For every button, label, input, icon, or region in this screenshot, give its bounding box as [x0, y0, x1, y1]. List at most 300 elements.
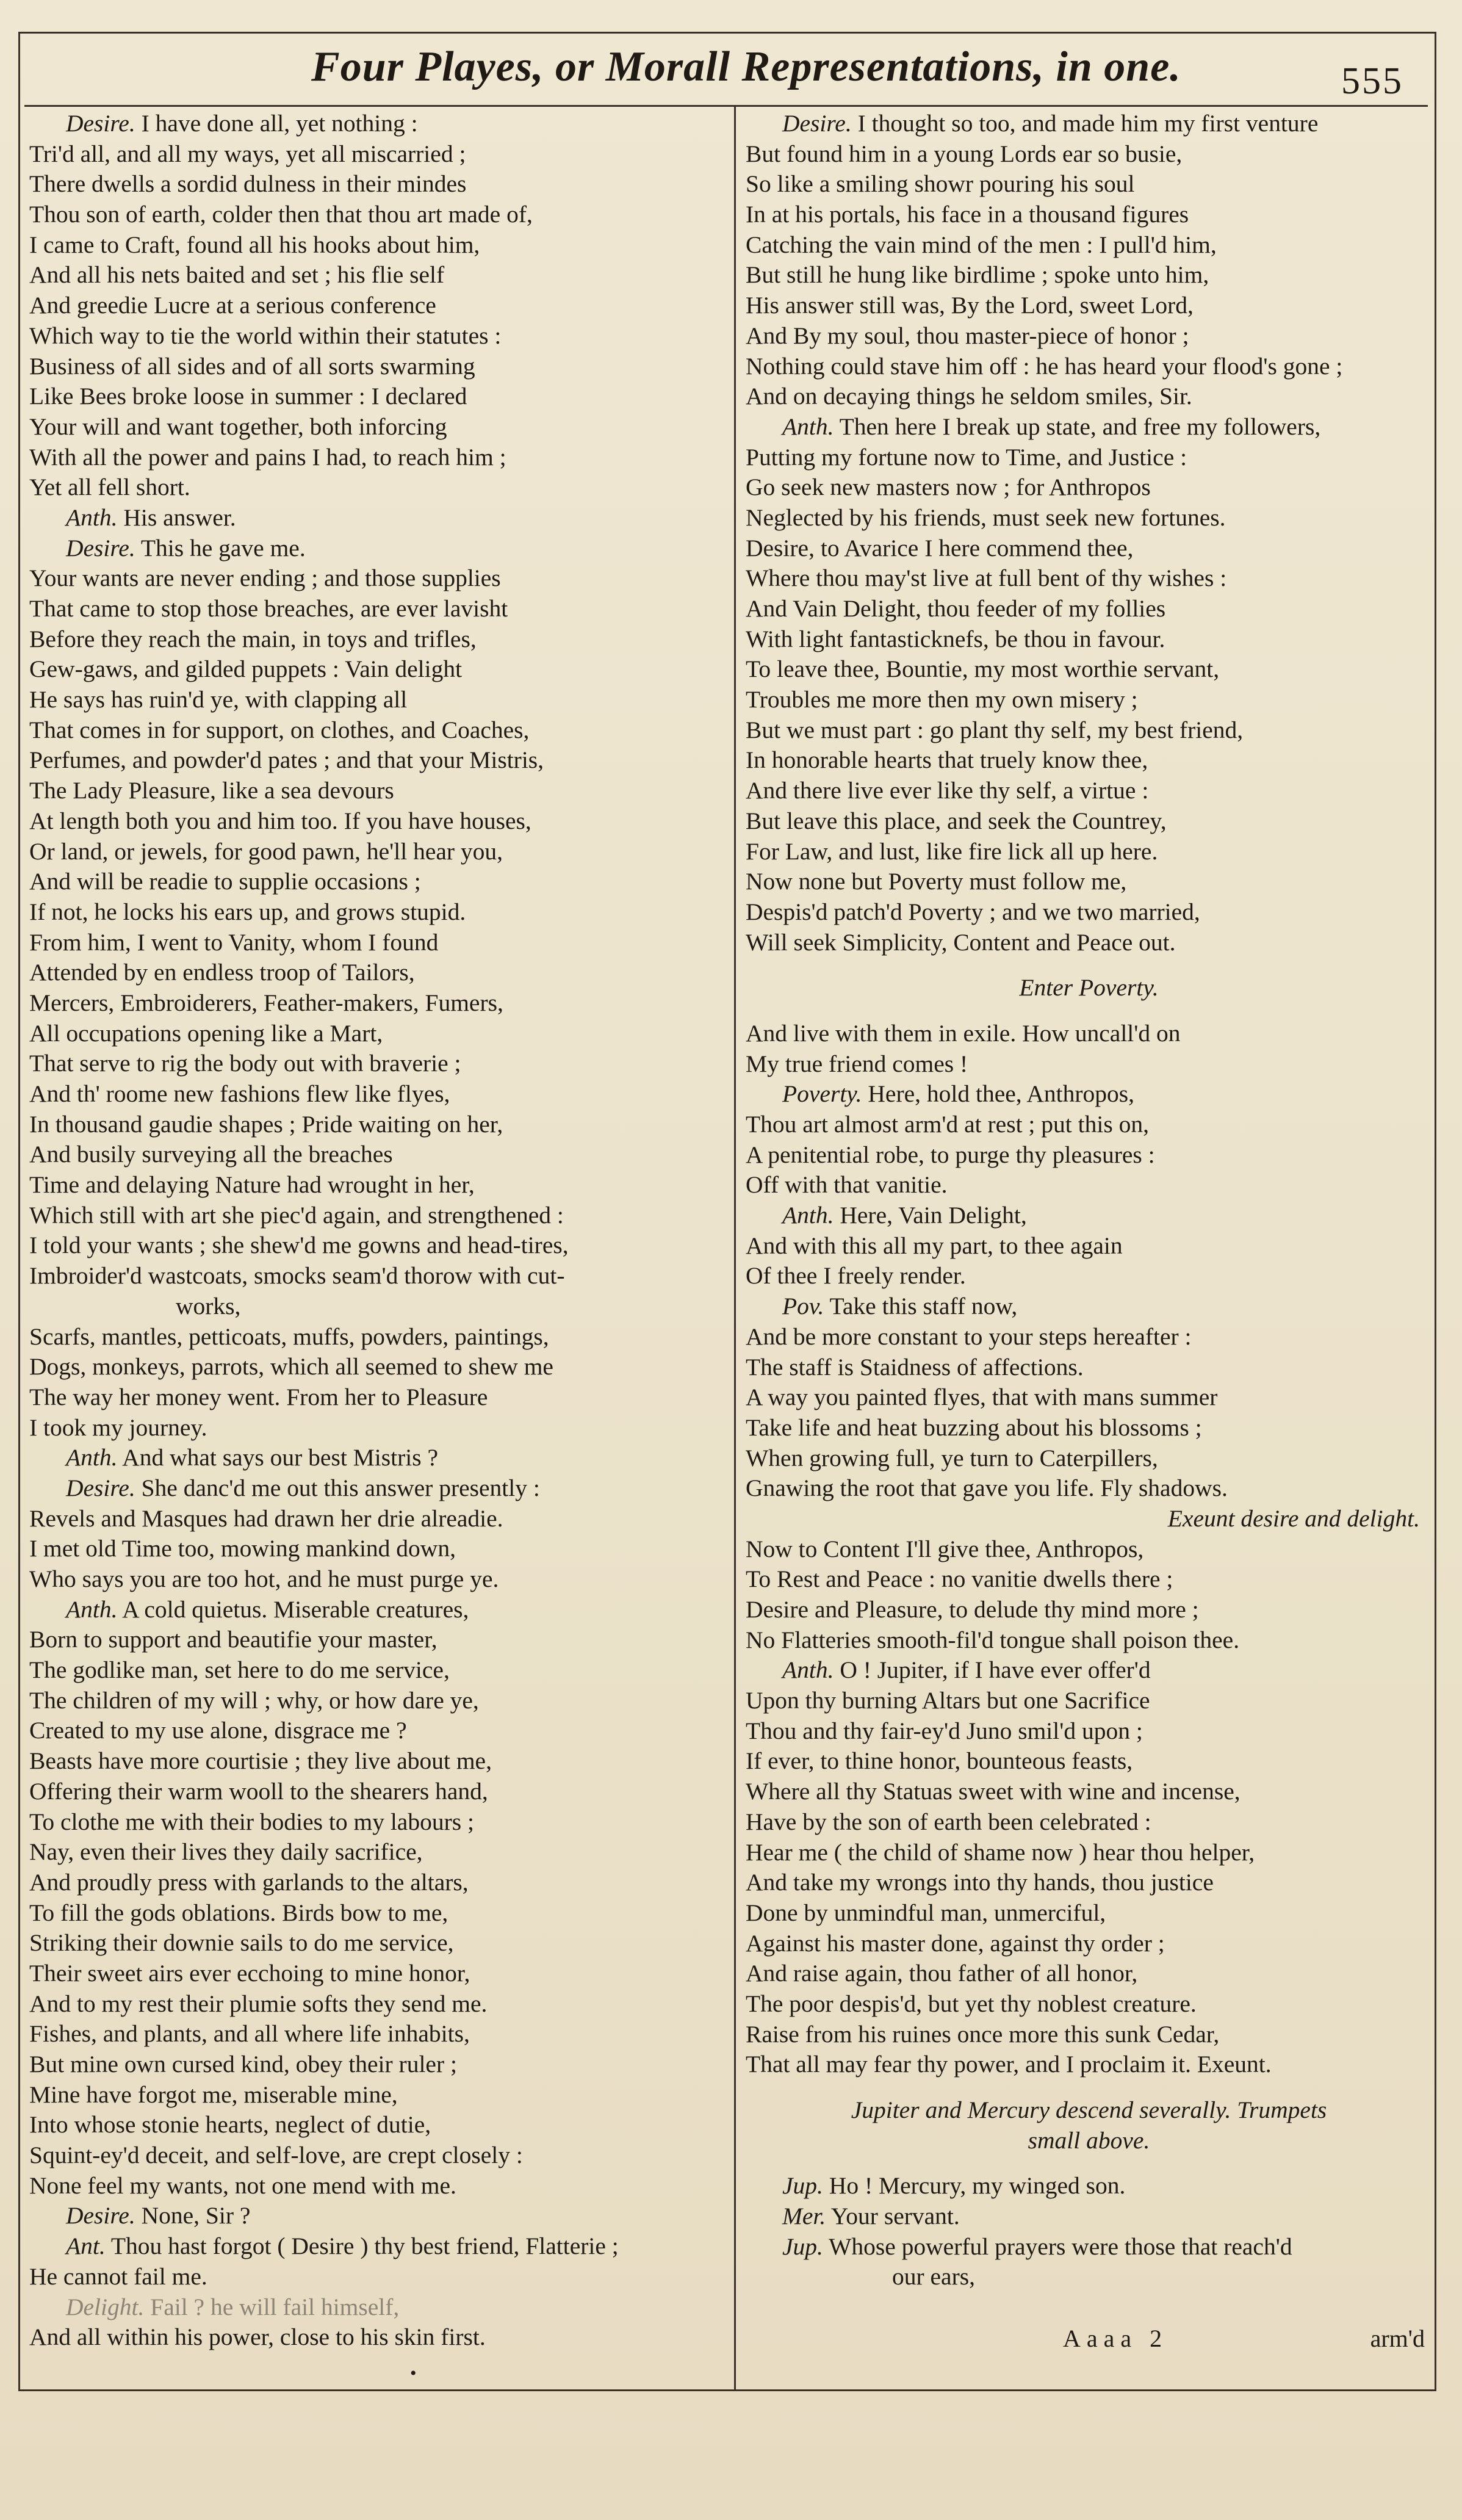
- text-line: [746, 1079, 1432, 1110]
- text-line: [29, 1837, 725, 1868]
- line-text: Gnawing the root that gave you life. Fly shadows.: [746, 1475, 1228, 1502]
- text-line: [746, 1716, 1432, 1747]
- left-column: [29, 109, 725, 2353]
- line-text: He says has ruin'd ye, with clapping all: [29, 686, 408, 713]
- text-line: [29, 2080, 725, 2110]
- text-line: [29, 1170, 725, 1200]
- line-text: Thou son of earth, colder then that thou art made of,: [29, 201, 533, 228]
- line-text: In thousand gaudie shapes ; Pride waiting on her,: [29, 1110, 503, 1138]
- line-text: Done by unmindful man, unmerciful,: [746, 1899, 1106, 1926]
- line-text: Off with that vanitie.: [746, 1171, 948, 1199]
- text-line: [29, 654, 725, 685]
- line-text: Like Bees broke loose in summer : I declared: [29, 383, 467, 410]
- text-line: [29, 928, 725, 958]
- text-line: [746, 1959, 1432, 1989]
- line-text: Into whose stonie hearts, neglect of dutie,: [29, 2111, 431, 2139]
- line-text: Fail ? he will fail himself,: [144, 2293, 400, 2320]
- line-text: So like a smiling showr pouring his soul: [746, 170, 1135, 198]
- text-line: [29, 745, 725, 776]
- line-text: He cannot fail me.: [29, 2262, 207, 2290]
- line-text: When growing full, ye turn to Caterpillers,: [746, 1444, 1158, 1471]
- line-text: Now to Content I'll give thee, Anthropos,: [746, 1535, 1144, 1562]
- line-text: And busily surveying all the breaches: [29, 1141, 393, 1168]
- text-line: [29, 1777, 725, 1807]
- page-header: [24, 38, 1428, 107]
- line-text: Thou hast forgot ( Desire ) thy best friend, Flatterie ;: [105, 2233, 619, 2260]
- line-text: Jupiter and Mercury descend severally. Trumpets: [851, 2096, 1327, 2123]
- text-line: [746, 1989, 1432, 2020]
- line-text: And proudly press with garlands to the altars,: [29, 1868, 469, 1896]
- line-text: Exeunt desire and delight.: [1167, 1504, 1420, 1532]
- text-line: [29, 1413, 725, 1443]
- text-line: [746, 169, 1432, 200]
- speaker-name: Anth.: [66, 1444, 118, 1471]
- text-line: [29, 200, 725, 230]
- text-line: [746, 1534, 1432, 1565]
- text-line: [29, 230, 725, 261]
- blank-gap: [746, 2080, 1432, 2095]
- line-text: At length both you and him too. If you have houses,: [29, 807, 531, 834]
- line-text: That comes in for support, on clothes, and Coaches,: [29, 716, 530, 743]
- speaker-name: Anth.: [782, 413, 834, 440]
- text-line: [746, 2171, 1432, 2201]
- text-line: [29, 715, 725, 746]
- line-text: But leave this place, and seek the Countrey,: [746, 807, 1167, 834]
- speaker-name: Poverty.: [782, 1080, 862, 1108]
- text-line: [746, 1807, 1432, 1838]
- text-line: [29, 958, 725, 988]
- line-text: Born to support and beautifie your master,: [29, 1626, 438, 1653]
- text-line: [746, 2232, 1432, 2262]
- text-line: [746, 1019, 1432, 1049]
- running-title: Four Playes, or Morall Representations, in one.: [311, 43, 1181, 90]
- line-text: Mine have forgot me, miserable mine,: [29, 2081, 398, 2108]
- text-line: [746, 533, 1432, 564]
- speaker-name: Delight.: [66, 2293, 145, 2320]
- text-line: [29, 1291, 725, 1322]
- line-text: Mercers, Embroiderers, Feather-makers, Fumers,: [29, 989, 503, 1016]
- text-line: [746, 321, 1432, 352]
- text-line: [29, 321, 725, 352]
- line-text: And raise again, thou father of all honor,: [746, 1960, 1138, 1987]
- text-line: [29, 1473, 725, 1504]
- text-line: [746, 1291, 1432, 1322]
- text-line: [29, 2171, 725, 2201]
- line-text: Have by the son of earth been celebrated :: [746, 1808, 1151, 1835]
- text-line: [746, 745, 1432, 776]
- line-text: The children of my will ; why, or how dare ye,: [29, 1686, 479, 1714]
- line-text: The way her money went. From her to Pleasure: [29, 1383, 488, 1410]
- text-line: [29, 1928, 725, 1959]
- text-line: [29, 1322, 725, 1352]
- line-text: Striking their downie sails to do me service,: [29, 1929, 454, 1957]
- text-line: [746, 1413, 1432, 1443]
- text-line: [746, 715, 1432, 746]
- line-text: Yet all fell short.: [29, 474, 190, 501]
- text-line: [29, 1655, 725, 1686]
- line-text: Troubles me more then my own misery ;: [746, 686, 1138, 713]
- text-line: [29, 1898, 725, 1929]
- line-text: His answer.: [117, 504, 236, 531]
- line-text: I came to Craft, found all his hooks about him,: [29, 231, 480, 258]
- text-line: [29, 624, 725, 655]
- line-text: Nay, even their lives they daily sacrifice,: [29, 1838, 423, 1866]
- text-line: [746, 381, 1432, 412]
- text-line: [746, 776, 1432, 806]
- text-line: [746, 1200, 1432, 1231]
- text-line: [746, 928, 1432, 958]
- line-text: Where thou may'st live at full bent of thy wishes :: [746, 565, 1227, 592]
- line-text: And on decaying things he seldom smiles, Sir.: [746, 383, 1192, 410]
- blank-gap: [746, 1003, 1432, 1019]
- speaker-name: Desire.: [66, 534, 135, 561]
- text-line: [29, 1230, 725, 1261]
- line-text: The godlike man, set here to do me service,: [29, 1656, 450, 1684]
- line-text: Putting my fortune now to Time, and Justice :: [746, 443, 1187, 471]
- line-text: Beasts have more courtisie ; they live about me,: [29, 1747, 492, 1775]
- text-line: [746, 1322, 1432, 1352]
- text-line: [29, 381, 725, 412]
- line-text: Thou art almost arm'd at rest ; put this on,: [746, 1111, 1149, 1138]
- line-text: The staff is Staidness of affections.: [746, 1353, 1084, 1381]
- line-text: And will be readie to supplie occasions ;: [29, 868, 421, 895]
- line-text: His answer still was, By the Lord, sweet Lord,: [746, 292, 1194, 319]
- speaker-name: Desire.: [66, 110, 135, 137]
- text-line: [746, 837, 1432, 867]
- line-text: Where all thy Statuas sweet with wine and incense,: [746, 1778, 1241, 1805]
- line-text: Here, hold thee, Anthropos,: [862, 1080, 1135, 1108]
- speaker-name: Jup.: [782, 2172, 823, 2200]
- line-text: Fishes, and plants, and all where life inhabits,: [29, 2020, 470, 2048]
- text-line: [746, 1898, 1432, 1929]
- text-line: [746, 1564, 1432, 1595]
- text-line: [746, 1929, 1432, 1959]
- text-line: [29, 563, 725, 594]
- line-text: And greedie Lucre at a serious conference: [29, 292, 436, 319]
- text-line: [29, 897, 725, 928]
- text-line: [746, 1110, 1432, 1140]
- line-text: I thought so too, and made him my first venture: [851, 110, 1319, 137]
- line-text: Then here I break up state, and free my followers,: [834, 413, 1321, 440]
- catchword: arm'd: [1370, 2325, 1425, 2352]
- line-text: That all may fear thy power, and I proclaim it. Exeunt.: [746, 2051, 1272, 2078]
- line-text: Neglected by his friends, must seek new fortunes.: [746, 504, 1226, 531]
- line-text: But still he hung like birdlime ; spoke unto him,: [746, 261, 1209, 289]
- text-line: [746, 1261, 1432, 1291]
- line-text: Dogs, monkeys, parrots, which all seemed to shew me: [29, 1353, 553, 1381]
- text-line: [746, 2020, 1432, 2050]
- text-line: [29, 1959, 725, 1989]
- text-line: [746, 109, 1432, 139]
- text-line: [29, 260, 725, 291]
- line-text: Business of all sides and of all sorts swarming: [29, 352, 475, 380]
- text-line: [29, 1686, 725, 1716]
- speaker-name: Mer.: [782, 2203, 826, 2230]
- line-text: Upon thy burning Altars but one Sacrifice: [746, 1687, 1150, 1714]
- line-text: Raise from his ruines once more this sunk Cedar,: [746, 2020, 1220, 2048]
- text-line: [29, 2262, 725, 2292]
- text-line: [29, 2140, 725, 2171]
- text-line: [29, 1534, 725, 1564]
- line-text: To clothe me with their bodies to my labours ;: [29, 1808, 474, 1835]
- text-line: [29, 1564, 725, 1595]
- line-text: Gew-gaws, and gilded puppets : Vain delight: [29, 655, 463, 683]
- line-text: Attended by en endless troop of Tailors,: [29, 959, 415, 986]
- line-text: Your servant.: [826, 2203, 960, 2230]
- line-text: And By my soul, thou master-piece of honor ;: [746, 322, 1189, 349]
- text-line: [29, 1200, 725, 1231]
- text-line: [29, 1625, 725, 1655]
- text-line: [29, 594, 725, 624]
- text-line: [746, 230, 1432, 261]
- line-text: I told your wants ; she shew'd me gowns and head-tires,: [29, 1232, 569, 1259]
- line-text: Nothing could stave him off : he has heard your flood's gone ;: [746, 352, 1343, 380]
- text-line: [746, 1049, 1432, 1080]
- text-line: [29, 2049, 725, 2080]
- text-line: [29, 1746, 725, 1777]
- line-text: Despis'd patch'd Poverty ; and we two married,: [746, 898, 1200, 925]
- text-line: [29, 2231, 725, 2262]
- text-line: [746, 1655, 1432, 1686]
- text-line: [746, 1595, 1432, 1625]
- speaker-name: Pov.: [782, 1293, 824, 1320]
- line-text: No Flatteries smooth-fil'd tongue shall poison thee.: [746, 1626, 1240, 1653]
- text-line: [746, 472, 1432, 503]
- line-text: There dwells a sordid dulness in their mindes: [29, 170, 467, 198]
- line-text: Will seek Simplicity, Content and Peace out.: [746, 928, 1176, 956]
- line-text: With all the power and pains I had, to reach him ;: [29, 443, 506, 471]
- text-line: [29, 503, 725, 533]
- line-text: In at his portals, his face in a thousand figures: [746, 201, 1189, 228]
- text-line: [29, 291, 725, 321]
- blank-gap: [746, 958, 1432, 973]
- text-line: [29, 1079, 725, 1110]
- line-text: All occupations opening like a Mart,: [29, 1019, 383, 1047]
- line-text: Here, Vain Delight,: [834, 1202, 1027, 1229]
- text-line: [746, 1443, 1432, 1474]
- line-text: Tri'd all, and all my ways, yet all miscarried ;: [29, 140, 466, 167]
- text-line: [746, 563, 1432, 594]
- text-line: [29, 1868, 725, 1898]
- text-line: [29, 472, 725, 503]
- line-text: If ever, to thine honor, bounteous feasts,: [746, 1747, 1133, 1775]
- text-line: [746, 685, 1432, 715]
- line-text: Before they reach the main, in toys and trifles,: [29, 625, 477, 652]
- line-text: Imbroider'd wastcoats, smocks seam'd thorow with cut-: [29, 1262, 565, 1290]
- line-text: Desire, to Avarice I here commend thee,: [746, 534, 1134, 561]
- line-text: The poor despis'd, but yet thy noblest creature.: [746, 1990, 1197, 2017]
- text-line: [746, 200, 1432, 230]
- line-text: And all his nets baited and set ; his flie self: [29, 261, 445, 289]
- text-line: [29, 412, 725, 442]
- signature-mark: Aaaa 2: [1063, 2325, 1169, 2352]
- speaker-name: Desire.: [782, 110, 852, 137]
- line-text: None feel my wants, not one mend with me.: [29, 2172, 456, 2199]
- line-text: Whose powerful prayers were those that reach'd: [823, 2233, 1292, 2260]
- line-text: That serve to rig the body out with braverie ;: [29, 1050, 461, 1077]
- text-line: [29, 1139, 725, 1170]
- page-number: 555: [1341, 60, 1403, 102]
- line-text: Go seek new masters now ; for Anthropos: [746, 474, 1151, 501]
- line-text: But found him in a young Lords ear so busie,: [746, 140, 1183, 167]
- line-text: I have done all, yet nothing :: [135, 110, 418, 137]
- line-text: Against his master done, against thy order ;: [746, 1929, 1165, 1957]
- line-text: And be more constant to your steps hereafter :: [746, 1323, 1192, 1350]
- line-text: And Vain Delight, thou feeder of my follies: [746, 595, 1166, 622]
- text-line: [29, 109, 725, 139]
- text-line: [746, 2262, 1432, 2292]
- speaker-name: Anth.: [782, 1656, 834, 1684]
- text-line: [29, 169, 725, 200]
- line-text: Scarfs, mantles, petticoats, muffs, powders, paintings,: [29, 1323, 549, 1350]
- line-text: small above.: [1028, 2126, 1150, 2154]
- text-line: [29, 1595, 725, 1625]
- speaker-name: Anth.: [66, 1595, 118, 1623]
- text-line: [746, 867, 1432, 897]
- text-line: [746, 1473, 1432, 1504]
- text-line: [29, 1352, 725, 1382]
- text-line: [29, 533, 725, 564]
- text-line: [29, 685, 725, 715]
- speaker-name: Ant.: [66, 2233, 106, 2260]
- line-text: But we must part : go plant thy self, my best friend,: [746, 716, 1244, 743]
- text-line: [29, 1504, 725, 1534]
- line-text: Time and delaying Nature had wrought in her,: [29, 1171, 475, 1199]
- line-text: Now none but Poverty must follow me,: [746, 868, 1127, 895]
- text-line: [746, 139, 1432, 170]
- line-text: Squint-ey'd deceit, and self-love, are crept closely :: [29, 2142, 523, 2169]
- line-text: And to my rest their plumie softs they send me.: [29, 1990, 488, 2017]
- text-line: [29, 1443, 725, 1473]
- line-text: To fill the gods oblations. Birds bow to me,: [29, 1899, 448, 1926]
- text-line: [746, 1746, 1432, 1777]
- line-text: Thou and thy fair-ey'd Juno smil'd upon ;: [746, 1717, 1143, 1744]
- line-text: That came to stop those breaches, are ever lavisht: [29, 595, 508, 622]
- page-footer: [746, 2324, 1432, 2355]
- line-text: Offering their warm wooll to the shearers hand,: [29, 1777, 488, 1805]
- text-line: [29, 1261, 725, 1291]
- line-text: A way you painted flyes, that with mans summer: [746, 1384, 1218, 1411]
- line-text: And th' roome new fashions flew like flyes,: [29, 1080, 450, 1107]
- line-text: She danc'd me out this answer presently :: [135, 1474, 540, 1501]
- text-line: [746, 1140, 1432, 1171]
- line-text: Your will and want together, both inforcing: [29, 413, 447, 440]
- text-line: [746, 2095, 1432, 2126]
- line-text: I met old Time too, mowing mankind down,: [29, 1535, 456, 1562]
- line-text: Hear me ( the child of shame now ) hear thou helper,: [746, 1838, 1255, 1866]
- text-line: [746, 594, 1432, 624]
- line-text: Created to my use alone, disgrace me ?: [29, 1717, 407, 1744]
- text-line: [746, 352, 1432, 382]
- text-line: [29, 867, 725, 897]
- text-line: [29, 2019, 725, 2049]
- line-text: In honorable hearts that truely know thee,: [746, 746, 1148, 774]
- text-line: [746, 1170, 1432, 1200]
- text-line: [746, 1625, 1432, 1656]
- text-line: [29, 806, 725, 837]
- text-line: [746, 291, 1432, 321]
- right-column: [746, 109, 1432, 2292]
- text-line: [29, 2292, 725, 2323]
- line-text: Ho ! Mercury, my winged son.: [823, 2172, 1126, 2200]
- text-line: [29, 139, 725, 170]
- line-text: For Law, and lust, like fire lick all up here.: [746, 837, 1158, 865]
- line-text: Your wants are never ending ; and those supplies: [29, 565, 501, 592]
- line-text: Take life and heat buzzing about his blossoms ;: [746, 1413, 1202, 1441]
- text-line: [29, 2322, 725, 2353]
- text-line: [29, 352, 725, 382]
- line-text: O ! Jupiter, if I have ever offer'd: [834, 1656, 1151, 1684]
- line-text: To leave thee, Bountie, my most worthie servant,: [746, 655, 1220, 683]
- text-line: [746, 973, 1432, 1003]
- text-line: [29, 1382, 725, 1413]
- text-line: [746, 1382, 1432, 1413]
- line-text: From him, I went to Vanity, whom I found: [29, 928, 439, 956]
- line-text: A penitential robe, to purge thy pleasures :: [746, 1141, 1155, 1168]
- text-line: [29, 837, 725, 867]
- line-text: And what says our best Mistris ?: [117, 1444, 439, 1471]
- line-text: And there live ever like thy self, a virtue :: [746, 777, 1149, 804]
- line-text: Revels and Masques had drawn her drie alreadie.: [29, 1504, 503, 1532]
- line-text: Who says you are too hot, and he must purge ye.: [29, 1565, 499, 1592]
- text-line: [746, 654, 1432, 685]
- text-line: [746, 1352, 1432, 1383]
- line-text: And live with them in exile. How uncall'd on: [746, 1019, 1181, 1047]
- line-text: Of thee I freely render.: [746, 1262, 966, 1290]
- text-line: [746, 624, 1432, 655]
- line-text: With light fantasticknefs, be thou in favour.: [746, 625, 1165, 652]
- line-text: Take this staff now,: [824, 1293, 1018, 1320]
- text-line: [746, 412, 1432, 442]
- line-text: Perfumes, and powder'd pates ; and that your Mistris,: [29, 746, 544, 774]
- line-text: If not, he locks his ears up, and grows stupid.: [29, 898, 466, 925]
- line-text: And all within his power, close to his skin first.: [29, 2323, 486, 2351]
- line-text: our ears,: [892, 2263, 975, 2291]
- line-text: Desire and Pleasure, to delude thy mind more ;: [746, 1596, 1199, 1623]
- text-line: [29, 1716, 725, 1746]
- text-line: [746, 2126, 1432, 2156]
- text-line: [29, 988, 725, 1019]
- text-line: [29, 1807, 725, 1838]
- text-line: [746, 1777, 1432, 1807]
- text-line: [746, 1838, 1432, 1868]
- text-line: [29, 442, 725, 473]
- line-text: Catching the vain mind of the men : I pull'd him,: [746, 231, 1217, 258]
- text-line: [746, 1868, 1432, 1898]
- line-text: And with this all my part, to thee again: [746, 1232, 1123, 1259]
- text-line: [29, 2110, 725, 2140]
- text-line: [29, 1049, 725, 1079]
- text-line: [746, 806, 1432, 837]
- text-line: [29, 1110, 725, 1140]
- line-text: This he gave me.: [135, 534, 306, 561]
- text-line: [746, 1231, 1432, 1262]
- text-line: [29, 1989, 725, 2020]
- line-text: And take my wrongs into thy hands, thou justice: [746, 1869, 1214, 1896]
- speaker-name: Desire.: [66, 2202, 135, 2229]
- line-text: Or land, or jewels, for good pawn, he'll hear you,: [29, 837, 503, 865]
- line-text: Which still with art she piec'd again, and strengthened :: [29, 1201, 564, 1229]
- speaker-name: Desire.: [66, 1474, 135, 1501]
- line-text: works,: [176, 1292, 241, 1320]
- line-text: Their sweet airs ever ecchoing to mine honor,: [29, 1959, 470, 1987]
- text-line: [746, 2049, 1432, 2080]
- line-text: But mine own cursed kind, obey their ruler ;: [29, 2051, 457, 2078]
- line-text: Which way to tie the world within their statutes :: [29, 322, 502, 349]
- line-text: The Lady Pleasure, like a sea devours: [29, 777, 394, 804]
- text-line: [746, 897, 1432, 928]
- text-line: [29, 2201, 725, 2231]
